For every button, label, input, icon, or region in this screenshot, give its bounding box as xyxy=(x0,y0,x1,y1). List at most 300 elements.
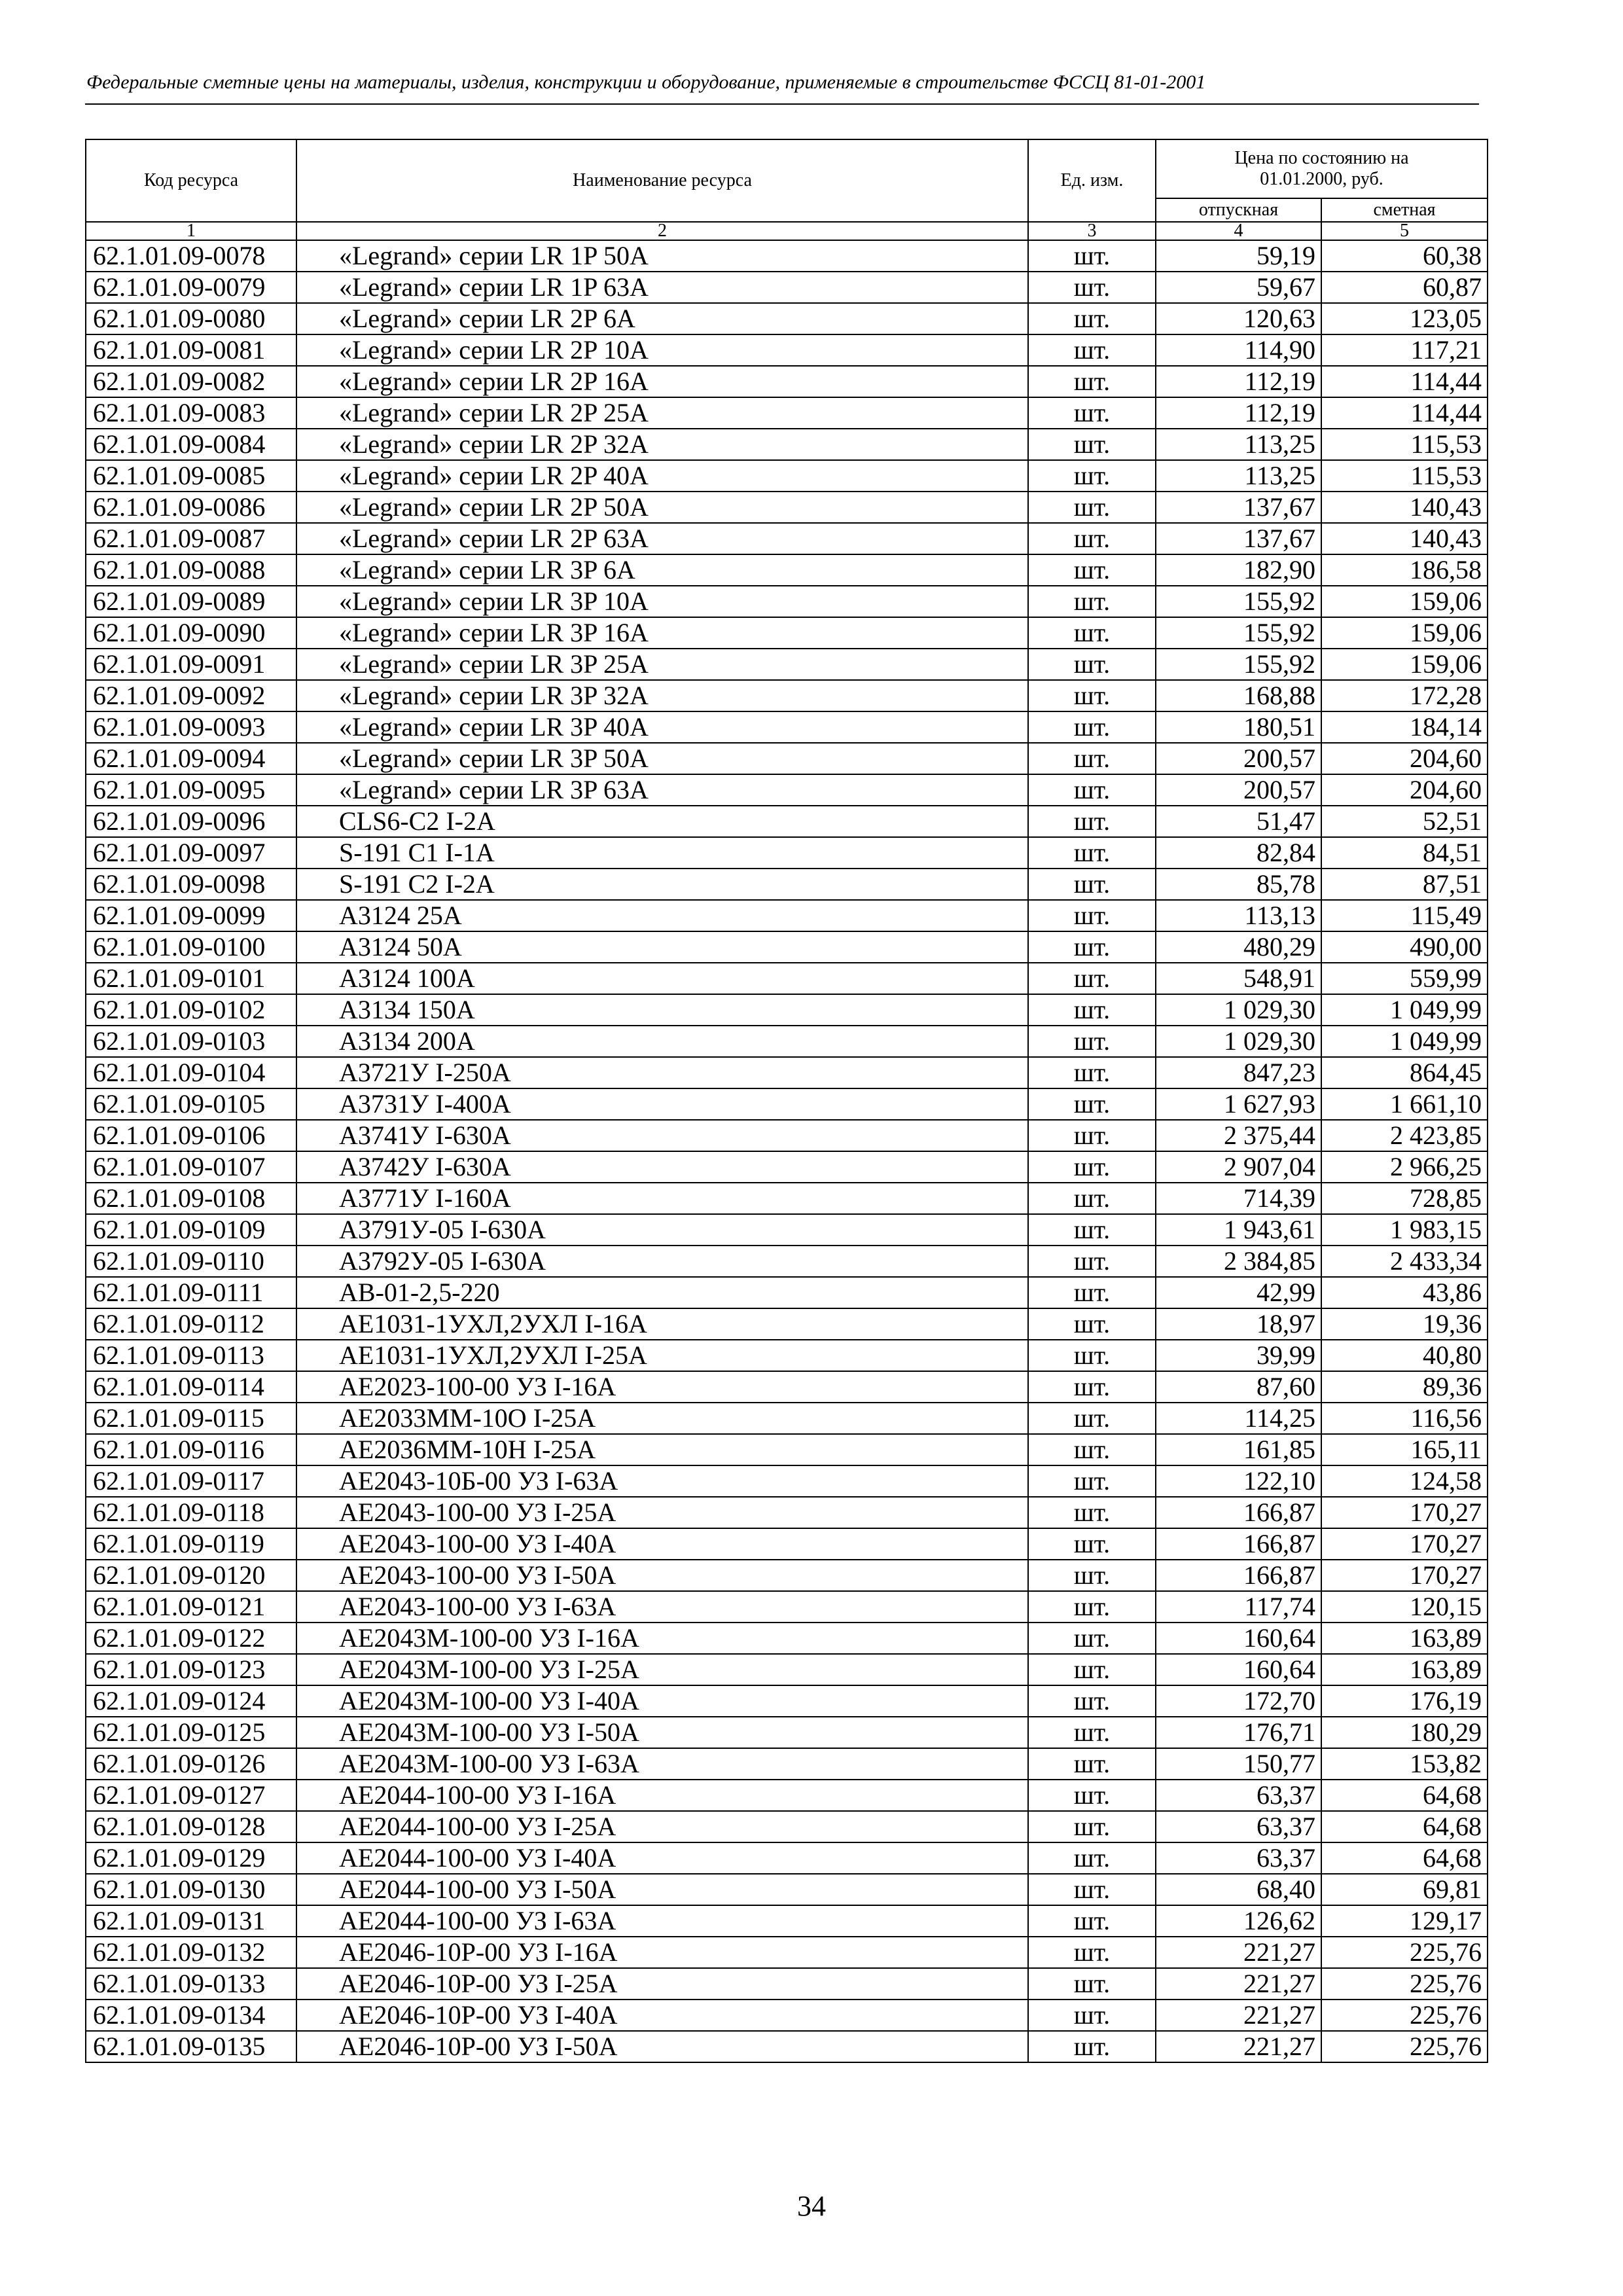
table-row xyxy=(86,1340,1488,1371)
release-price-cell: 548,91 xyxy=(1156,963,1321,994)
estimate-price-cell: 140,43 xyxy=(1321,492,1488,523)
unit-cell: шт. xyxy=(1028,806,1156,837)
unit-cell: шт. xyxy=(1028,1685,1156,1717)
release-price-cell: 155,92 xyxy=(1156,586,1321,617)
column-header-release-price: отпускная xyxy=(1156,198,1321,222)
resource-name-cell: А3731У I-400А xyxy=(296,1088,1028,1120)
resource-code-cell: 62.1.01.09-0135 xyxy=(86,2031,296,2062)
resource-code-cell: 62.1.01.09-0110 xyxy=(86,1246,296,1277)
column-header-unit: Ед. изм. xyxy=(1028,139,1156,222)
release-price-cell: 160,64 xyxy=(1156,1623,1321,1654)
resource-code-cell: 62.1.01.09-0083 xyxy=(86,397,296,429)
resource-code-cell: 62.1.01.09-0097 xyxy=(86,837,296,869)
estimate-price-cell: 60,87 xyxy=(1321,272,1488,303)
resource-name-cell: S-191 C2 I-2A xyxy=(296,869,1028,900)
resource-name-cell: «Legrand» серии LR 3P 32A xyxy=(296,680,1028,711)
resource-code-cell: 62.1.01.09-0133 xyxy=(86,1968,296,2000)
unit-cell: шт. xyxy=(1028,963,1156,994)
estimate-price-cell: 2 966,25 xyxy=(1321,1151,1488,1183)
resource-code-cell: 62.1.01.09-0107 xyxy=(86,1151,296,1183)
unit-cell: шт. xyxy=(1028,1811,1156,1842)
unit-cell: шт. xyxy=(1028,680,1156,711)
estimate-price-cell: 115,53 xyxy=(1321,460,1488,492)
resource-code-cell: 62.1.01.09-0120 xyxy=(86,1560,296,1591)
unit-cell: шт. xyxy=(1028,1371,1156,1403)
resource-name-cell: «Legrand» серии LR 2P 32A xyxy=(296,429,1028,460)
unit-cell: шт. xyxy=(1028,397,1156,429)
table-row xyxy=(86,2000,1488,2031)
table-row xyxy=(86,1717,1488,1748)
estimate-price-cell: 184,14 xyxy=(1321,711,1488,743)
estimate-price-cell: 2 423,85 xyxy=(1321,1120,1488,1151)
table-row xyxy=(86,711,1488,743)
resource-name-cell: АЕ2043-100-00 УЗ I-40А xyxy=(296,1528,1028,1560)
resource-code-cell: 62.1.01.09-0099 xyxy=(86,900,296,931)
unit-cell: шт. xyxy=(1028,837,1156,869)
release-price-cell: 63,37 xyxy=(1156,1842,1321,1874)
table-row xyxy=(86,523,1488,554)
estimate-price-cell: 180,29 xyxy=(1321,1717,1488,1748)
release-price-cell: 117,74 xyxy=(1156,1591,1321,1623)
resource-code-cell: 62.1.01.09-0090 xyxy=(86,617,296,649)
resource-code-cell: 62.1.01.09-0091 xyxy=(86,649,296,680)
resource-name-cell: А3771У I-160А xyxy=(296,1183,1028,1214)
resource-name-cell: А3741У I-630А xyxy=(296,1120,1028,1151)
estimate-price-cell: 728,85 xyxy=(1321,1183,1488,1214)
resource-code-cell: 62.1.01.09-0089 xyxy=(86,586,296,617)
release-price-cell: 200,57 xyxy=(1156,774,1321,806)
unit-cell: шт. xyxy=(1028,240,1156,272)
table-row xyxy=(86,1214,1488,1246)
release-price-cell: 87,60 xyxy=(1156,1371,1321,1403)
release-price-cell: 1 029,30 xyxy=(1156,1026,1321,1057)
resource-name-cell: «Legrand» серии LR 1P 50A xyxy=(296,240,1028,272)
release-price-cell: 85,78 xyxy=(1156,869,1321,900)
unit-cell: шт. xyxy=(1028,1968,1156,2000)
unit-cell: шт. xyxy=(1028,1057,1156,1088)
table-row xyxy=(86,1434,1488,1465)
release-price-cell: 112,19 xyxy=(1156,366,1321,397)
estimate-price-cell: 89,36 xyxy=(1321,1371,1488,1403)
estimate-price-cell: 864,45 xyxy=(1321,1057,1488,1088)
release-price-cell: 166,87 xyxy=(1156,1560,1321,1591)
estimate-price-cell: 225,76 xyxy=(1321,2031,1488,2062)
unit-cell: шт. xyxy=(1028,1528,1156,1560)
header-row-top xyxy=(86,139,1488,198)
unit-cell: шт. xyxy=(1028,869,1156,900)
estimate-price-cell: 114,44 xyxy=(1321,397,1488,429)
unit-cell: шт. xyxy=(1028,492,1156,523)
resource-name-cell: А3791У-05 I-630А xyxy=(296,1214,1028,1246)
table-row xyxy=(86,617,1488,649)
estimate-price-cell: 2 433,34 xyxy=(1321,1246,1488,1277)
resource-name-cell: S-191 C1 I-1A xyxy=(296,837,1028,869)
table-row xyxy=(86,1528,1488,1560)
column-number-row xyxy=(86,222,1488,240)
estimate-price-cell: 170,27 xyxy=(1321,1560,1488,1591)
estimate-price-cell: 225,76 xyxy=(1321,1937,1488,1968)
release-price-cell: 847,23 xyxy=(1156,1057,1321,1088)
page-number: 34 xyxy=(797,2190,826,2222)
resource-name-cell: АЕ2044-100-00 УЗ I-16А xyxy=(296,1780,1028,1811)
table-row xyxy=(86,429,1488,460)
table-row xyxy=(86,1183,1488,1214)
estimate-price-cell: 140,43 xyxy=(1321,523,1488,554)
estimate-price-cell: 40,80 xyxy=(1321,1340,1488,1371)
estimate-price-cell: 559,99 xyxy=(1321,963,1488,994)
unit-cell: шт. xyxy=(1028,366,1156,397)
resource-name-cell: «Legrand» серии LR 3P 40A xyxy=(296,711,1028,743)
estimate-price-cell: 225,76 xyxy=(1321,1968,1488,2000)
resource-code-cell: 62.1.01.09-0113 xyxy=(86,1340,296,1371)
resource-name-cell: АЕ1031-1УХЛ,2УХЛ I-16А xyxy=(296,1308,1028,1340)
release-price-cell: 155,92 xyxy=(1156,617,1321,649)
table-row xyxy=(86,900,1488,931)
release-price-cell: 1 943,61 xyxy=(1156,1214,1321,1246)
release-price-cell: 39,99 xyxy=(1156,1340,1321,1371)
column-number: 3 xyxy=(1028,222,1156,240)
resource-name-cell: АЕ2046-10Р-00 УЗ I-40А xyxy=(296,2000,1028,2031)
table-row xyxy=(86,397,1488,429)
table-row xyxy=(86,1560,1488,1591)
resource-name-cell: АЕ2046-10Р-00 УЗ I-16А xyxy=(296,1937,1028,1968)
resource-code-cell: 62.1.01.09-0102 xyxy=(86,994,296,1026)
release-price-cell: 161,85 xyxy=(1156,1434,1321,1465)
resource-name-cell: А3124 50А xyxy=(296,931,1028,963)
resource-code-cell: 62.1.01.09-0122 xyxy=(86,1623,296,1654)
unit-cell: шт. xyxy=(1028,1842,1156,1874)
table-row xyxy=(86,994,1488,1026)
table-row xyxy=(86,1811,1488,1842)
estimate-price-cell: 1 983,15 xyxy=(1321,1214,1488,1246)
estimate-price-cell: 170,27 xyxy=(1321,1497,1488,1528)
table-row xyxy=(86,1151,1488,1183)
resource-code-cell: 62.1.01.09-0095 xyxy=(86,774,296,806)
resource-code-cell: 62.1.01.09-0108 xyxy=(86,1183,296,1214)
resource-code-cell: 62.1.01.09-0130 xyxy=(86,1874,296,1905)
table-row xyxy=(86,334,1488,366)
unit-cell: шт. xyxy=(1028,931,1156,963)
resource-name-cell: АЕ2046-10Р-00 УЗ I-50А xyxy=(296,2031,1028,2062)
estimate-price-cell: 115,49 xyxy=(1321,900,1488,931)
column-header-price-group: Цена по состоянию на 01.01.2000, руб. xyxy=(1156,139,1488,198)
resource-code-cell: 62.1.01.09-0085 xyxy=(86,460,296,492)
resource-name-cell: АЕ2046-10Р-00 УЗ I-25А xyxy=(296,1968,1028,2000)
release-price-cell: 2 384,85 xyxy=(1156,1246,1321,1277)
table-row xyxy=(86,492,1488,523)
resource-code-cell: 62.1.01.09-0081 xyxy=(86,334,296,366)
unit-cell: шт. xyxy=(1028,1120,1156,1151)
resource-name-cell: «Legrand» серии LR 2P 63A xyxy=(296,523,1028,554)
release-price-cell: 172,70 xyxy=(1156,1685,1321,1717)
table-row xyxy=(86,837,1488,869)
unit-cell: шт. xyxy=(1028,1151,1156,1183)
unit-cell: шт. xyxy=(1028,1560,1156,1591)
release-price-cell: 168,88 xyxy=(1156,680,1321,711)
table-row xyxy=(86,554,1488,586)
release-price-cell: 1 627,93 xyxy=(1156,1088,1321,1120)
resource-code-cell: 62.1.01.09-0114 xyxy=(86,1371,296,1403)
unit-cell: шт. xyxy=(1028,617,1156,649)
resource-code-cell: 62.1.01.09-0123 xyxy=(86,1654,296,1685)
table-row xyxy=(86,1497,1488,1528)
release-price-cell: 2 907,04 xyxy=(1156,1151,1321,1183)
table-row xyxy=(86,272,1488,303)
table-row xyxy=(86,963,1488,994)
table-row xyxy=(86,1842,1488,1874)
resource-name-cell: АЕ2043М-100-00 УЗ I-50А xyxy=(296,1717,1028,1748)
estimate-price-cell: 52,51 xyxy=(1321,806,1488,837)
unit-cell: шт. xyxy=(1028,1780,1156,1811)
table-row xyxy=(86,806,1488,837)
resource-name-cell: А3124 100А xyxy=(296,963,1028,994)
unit-cell: шт. xyxy=(1028,1623,1156,1654)
unit-cell: шт. xyxy=(1028,900,1156,931)
unit-cell: шт. xyxy=(1028,1308,1156,1340)
estimate-price-cell: 172,28 xyxy=(1321,680,1488,711)
resource-name-cell: «Legrand» серии LR 3P 16A xyxy=(296,617,1028,649)
unit-cell: шт. xyxy=(1028,1497,1156,1528)
table-row xyxy=(86,1057,1488,1088)
estimate-price-cell: 186,58 xyxy=(1321,554,1488,586)
estimate-price-cell: 84,51 xyxy=(1321,837,1488,869)
unit-cell: шт. xyxy=(1028,1434,1156,1465)
release-price-cell: 137,67 xyxy=(1156,523,1321,554)
estimate-price-cell: 163,89 xyxy=(1321,1623,1488,1654)
resource-name-cell: А3742У I-630А xyxy=(296,1151,1028,1183)
release-price-cell: 480,29 xyxy=(1156,931,1321,963)
resource-name-cell: АЕ2043-100-00 УЗ I-63А xyxy=(296,1591,1028,1623)
resource-code-cell: 62.1.01.09-0116 xyxy=(86,1434,296,1465)
release-price-cell: 114,25 xyxy=(1156,1403,1321,1434)
resource-name-cell: АЕ2043М-100-00 УЗ I-63А xyxy=(296,1748,1028,1780)
estimate-price-cell: 87,51 xyxy=(1321,869,1488,900)
resource-name-cell: «Legrand» серии LR 2P 16A xyxy=(296,366,1028,397)
resource-name-cell: АЕ2043-100-00 УЗ I-50А xyxy=(296,1560,1028,1591)
unit-cell: шт. xyxy=(1028,1654,1156,1685)
resource-code-cell: 62.1.01.09-0124 xyxy=(86,1685,296,1717)
resource-name-cell: «Legrand» серии LR 2P 10A xyxy=(296,334,1028,366)
estimate-price-cell: 490,00 xyxy=(1321,931,1488,963)
resource-code-cell: 62.1.01.09-0131 xyxy=(86,1905,296,1937)
resource-name-cell: «Legrand» серии LR 2P 6A xyxy=(296,303,1028,334)
header-divider xyxy=(85,103,1479,105)
table-row xyxy=(86,1780,1488,1811)
price-table-header xyxy=(86,139,1488,240)
table-row xyxy=(86,366,1488,397)
column-header-code: Код ресурса xyxy=(86,139,296,222)
resource-code-cell: 62.1.01.09-0103 xyxy=(86,1026,296,1057)
resource-code-cell: 62.1.01.09-0115 xyxy=(86,1403,296,1434)
release-price-cell: 113,13 xyxy=(1156,900,1321,931)
table-row xyxy=(86,1246,1488,1277)
resource-code-cell: 62.1.01.09-0119 xyxy=(86,1528,296,1560)
column-header-name: Наименование ресурса xyxy=(296,139,1028,222)
estimate-price-cell: 153,82 xyxy=(1321,1748,1488,1780)
unit-cell: шт. xyxy=(1028,743,1156,774)
column-number: 2 xyxy=(296,222,1028,240)
table-row xyxy=(86,1403,1488,1434)
resource-code-cell: 62.1.01.09-0126 xyxy=(86,1748,296,1780)
unit-cell: шт. xyxy=(1028,711,1156,743)
release-price-cell: 126,62 xyxy=(1156,1905,1321,1937)
resource-name-cell: АЕ2043-10Б-00 УЗ I-63А xyxy=(296,1465,1028,1497)
table-row xyxy=(86,303,1488,334)
release-price-cell: 82,84 xyxy=(1156,837,1321,869)
resource-code-cell: 62.1.01.09-0132 xyxy=(86,1937,296,1968)
table-row xyxy=(86,1591,1488,1623)
resource-name-cell: АЕ2023-100-00 УЗ I-16А xyxy=(296,1371,1028,1403)
table-row xyxy=(86,1120,1488,1151)
resource-code-cell: 62.1.01.09-0101 xyxy=(86,963,296,994)
release-price-cell: 68,40 xyxy=(1156,1874,1321,1905)
resource-code-cell: 62.1.01.09-0104 xyxy=(86,1057,296,1088)
column-number: 4 xyxy=(1156,222,1321,240)
release-price-cell: 155,92 xyxy=(1156,649,1321,680)
resource-code-cell: 62.1.01.09-0121 xyxy=(86,1591,296,1623)
table-row xyxy=(86,1654,1488,1685)
release-price-cell: 221,27 xyxy=(1156,1968,1321,2000)
unit-cell: шт. xyxy=(1028,1026,1156,1057)
resource-code-cell: 62.1.01.09-0129 xyxy=(86,1842,296,1874)
unit-cell: шт. xyxy=(1028,429,1156,460)
estimate-price-cell: 1 049,99 xyxy=(1321,1026,1488,1057)
resource-code-cell: 62.1.01.09-0086 xyxy=(86,492,296,523)
table-row xyxy=(86,931,1488,963)
resource-name-cell: CLS6-C2 I-2A xyxy=(296,806,1028,837)
estimate-price-cell: 1 661,10 xyxy=(1321,1088,1488,1120)
resource-name-cell: А3721У I-250А xyxy=(296,1057,1028,1088)
estimate-price-cell: 123,05 xyxy=(1321,303,1488,334)
estimate-price-cell: 204,60 xyxy=(1321,743,1488,774)
release-price-cell: 166,87 xyxy=(1156,1497,1321,1528)
release-price-cell: 51,47 xyxy=(1156,806,1321,837)
resource-code-cell: 62.1.01.09-0125 xyxy=(86,1717,296,1748)
resource-code-cell: 62.1.01.09-0105 xyxy=(86,1088,296,1120)
resource-name-cell: АЕ2044-100-00 УЗ I-50А xyxy=(296,1874,1028,1905)
resource-code-cell: 62.1.01.09-0134 xyxy=(86,2000,296,2031)
release-price-cell: 137,67 xyxy=(1156,492,1321,523)
estimate-price-cell: 115,53 xyxy=(1321,429,1488,460)
release-price-cell: 59,19 xyxy=(1156,240,1321,272)
resource-name-cell: АЕ2043М-100-00 УЗ I-40А xyxy=(296,1685,1028,1717)
table-row xyxy=(86,1937,1488,1968)
resource-name-cell: «Legrand» серии LR 3P 10A xyxy=(296,586,1028,617)
resource-name-cell: АЕ1031-1УХЛ,2УХЛ I-25А xyxy=(296,1340,1028,1371)
resource-code-cell: 62.1.01.09-0094 xyxy=(86,743,296,774)
resource-name-cell: АВ-01-2,5-220 xyxy=(296,1277,1028,1308)
resource-code-cell: 62.1.01.09-0109 xyxy=(86,1214,296,1246)
resource-code-cell: 62.1.01.09-0093 xyxy=(86,711,296,743)
estimate-price-cell: 60,38 xyxy=(1321,240,1488,272)
resource-name-cell: «Legrand» серии LR 2P 40A xyxy=(296,460,1028,492)
resource-code-cell: 62.1.01.09-0084 xyxy=(86,429,296,460)
resource-code-cell: 62.1.01.09-0079 xyxy=(86,272,296,303)
unit-cell: шт. xyxy=(1028,334,1156,366)
column-number: 1 xyxy=(86,222,296,240)
table-row xyxy=(86,1685,1488,1717)
release-price-cell: 1 029,30 xyxy=(1156,994,1321,1026)
resource-name-cell: А3124 25А xyxy=(296,900,1028,931)
unit-cell: шт. xyxy=(1028,1088,1156,1120)
estimate-price-cell: 159,06 xyxy=(1321,586,1488,617)
table-row xyxy=(86,586,1488,617)
table-row xyxy=(86,1465,1488,1497)
resource-name-cell: АЕ2043-100-00 УЗ I-25А xyxy=(296,1497,1028,1528)
estimate-price-cell: 159,06 xyxy=(1321,649,1488,680)
estimate-price-cell: 114,44 xyxy=(1321,366,1488,397)
release-price-cell: 221,27 xyxy=(1156,2000,1321,2031)
column-number: 5 xyxy=(1321,222,1488,240)
resource-code-cell: 62.1.01.09-0088 xyxy=(86,554,296,586)
price-table-body xyxy=(86,240,1488,2062)
unit-cell: шт. xyxy=(1028,1340,1156,1371)
estimate-price-cell: 64,68 xyxy=(1321,1842,1488,1874)
unit-cell: шт. xyxy=(1028,1591,1156,1623)
estimate-price-cell: 1 049,99 xyxy=(1321,994,1488,1026)
resource-code-cell: 62.1.01.09-0127 xyxy=(86,1780,296,1811)
unit-cell: шт. xyxy=(1028,1403,1156,1434)
release-price-cell: 221,27 xyxy=(1156,2031,1321,2062)
table-row xyxy=(86,743,1488,774)
unit-cell: шт. xyxy=(1028,994,1156,1026)
release-price-cell: 176,71 xyxy=(1156,1717,1321,1748)
table-row xyxy=(86,1905,1488,1937)
resource-code-cell: 62.1.01.09-0087 xyxy=(86,523,296,554)
estimate-price-cell: 124,58 xyxy=(1321,1465,1488,1497)
resource-code-cell: 62.1.01.09-0100 xyxy=(86,931,296,963)
unit-cell: шт. xyxy=(1028,272,1156,303)
unit-cell: шт. xyxy=(1028,303,1156,334)
resource-code-cell: 62.1.01.09-0112 xyxy=(86,1308,296,1340)
table-row xyxy=(86,1874,1488,1905)
resource-name-cell: «Legrand» серии LR 2P 50A xyxy=(296,492,1028,523)
estimate-price-cell: 117,21 xyxy=(1321,334,1488,366)
unit-cell: шт. xyxy=(1028,774,1156,806)
unit-cell: шт. xyxy=(1028,586,1156,617)
table-row xyxy=(86,1277,1488,1308)
table-row xyxy=(86,1968,1488,2000)
unit-cell: шт. xyxy=(1028,1183,1156,1214)
release-price-cell: 200,57 xyxy=(1156,743,1321,774)
resource-name-cell: «Legrand» серии LR 3P 25A xyxy=(296,649,1028,680)
resource-name-cell: А3134 200А xyxy=(296,1026,1028,1057)
resource-name-cell: «Legrand» серии LR 3P 50A xyxy=(296,743,1028,774)
table-row xyxy=(86,774,1488,806)
resource-name-cell: АЕ2044-100-00 УЗ I-25А xyxy=(296,1811,1028,1842)
resource-name-cell: АЕ2043М-100-00 УЗ I-16А xyxy=(296,1623,1028,1654)
table-row xyxy=(86,1308,1488,1340)
release-price-cell: 166,87 xyxy=(1156,1528,1321,1560)
release-price-cell: 63,37 xyxy=(1156,1811,1321,1842)
table-row xyxy=(86,1623,1488,1654)
resource-code-cell: 62.1.01.09-0098 xyxy=(86,869,296,900)
table-row xyxy=(86,240,1488,272)
table-row xyxy=(86,869,1488,900)
table-row xyxy=(86,1088,1488,1120)
resource-name-cell: АЕ2033ММ-10О I-25А xyxy=(296,1403,1028,1434)
release-price-cell: 63,37 xyxy=(1156,1780,1321,1811)
table-row xyxy=(86,1026,1488,1057)
unit-cell: шт. xyxy=(1028,1246,1156,1277)
estimate-price-cell: 64,68 xyxy=(1321,1780,1488,1811)
release-price-cell: 182,90 xyxy=(1156,554,1321,586)
resource-name-cell: А3792У-05 I-630А xyxy=(296,1246,1028,1277)
estimate-price-cell: 165,11 xyxy=(1321,1434,1488,1465)
release-price-cell: 714,39 xyxy=(1156,1183,1321,1214)
resource-code-cell: 62.1.01.09-0082 xyxy=(86,366,296,397)
resource-name-cell: «Legrand» серии LR 3P 63A xyxy=(296,774,1028,806)
